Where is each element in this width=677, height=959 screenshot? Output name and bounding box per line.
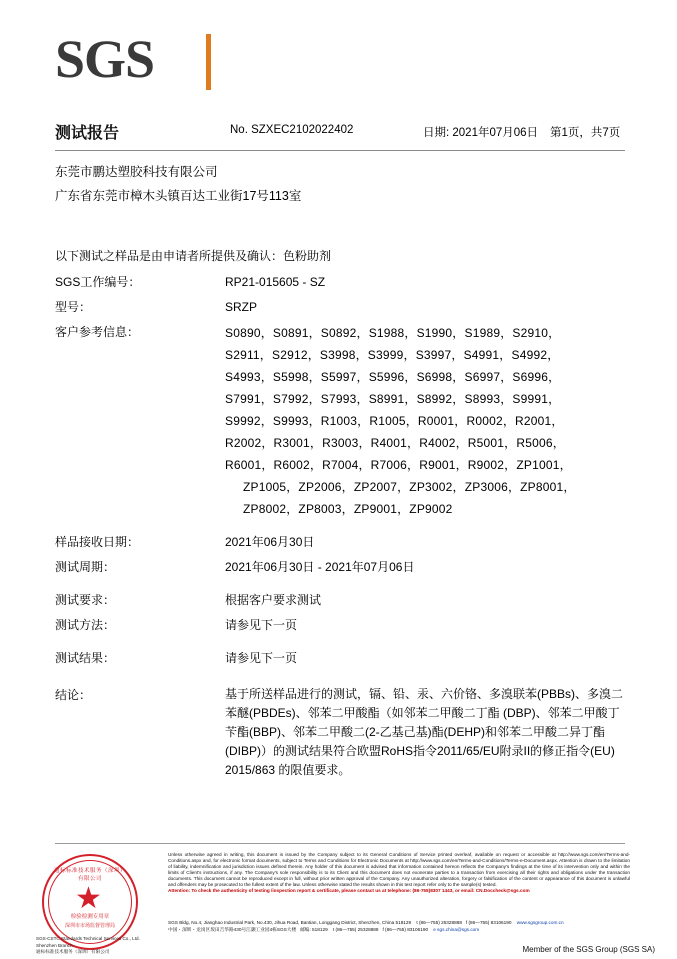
client-block — [55, 160, 301, 208]
page-title: 测试报告 — [55, 125, 120, 142]
footer-email-cn[interactable]: e sgs.china@sgs.com — [433, 927, 480, 933]
client-name: 东莞市鹏达塑胶科技有限公司 — [55, 165, 218, 179]
field-value-customer-ref — [225, 320, 625, 522]
report-date: 日期: 2021年07月06日 — [423, 127, 539, 139]
footer-branch-en: Shenzhen Branch — [36, 942, 73, 948]
field-row-received-date — [55, 530, 625, 555]
field-value-test-period: 2021年06月30日 - 2021年07月06日 — [225, 560, 415, 574]
customer-ref-line: S9992，S9993，R1003，R1005，R0001，R0002，R2001， — [225, 414, 564, 428]
star-icon: ★ — [75, 882, 102, 915]
field-value-test-requirement: 根据客户要求测试 — [225, 593, 322, 607]
customer-ref-line: ZP1005，ZP2006，ZP2007，ZP3002，ZP3006，ZP8001， — [243, 480, 576, 494]
field-value-received-date: 2021年06月30日 — [225, 535, 315, 549]
footer-address-cn-row — [168, 926, 638, 933]
field-value-conclusion: 基于所送样品进行的测试，镉、铅、汞、六价铬、多溴联苯(PBBs)、多溴二苯醚(PBDEs)、邻苯二甲酸酯（如邻苯二甲酸二丁酯 (DBP)、邻苯二甲酸丁苄酯(BBP)、邻苯二甲酸二(2-乙基己基)酯(DEHP)和邻苯二甲酸二异丁酯(DIBP)）的测试结果符合欧盟RoHS指令2011/65/EU附录II的修正指令(EU) 2015/863 的限值要求。 — [225, 687, 624, 777]
field-row-customer-ref — [55, 320, 625, 522]
field-row-test-requirement — [55, 588, 625, 613]
legal-notice — [168, 852, 630, 894]
footer-address-en-row — [168, 919, 638, 926]
client-address: 广东省东莞市樟木头镇百达工业街17号113室 — [55, 189, 302, 203]
spacer — [55, 638, 625, 646]
stamp-mid-text: 检验检测专用章 — [70, 914, 110, 920]
spacer — [55, 580, 625, 588]
customer-ref-line: S0890，S0891，S0892，S1988，S1990，S1989，S2910， — [225, 326, 561, 340]
footer-company-cn: 通标标准技术服务（深圳）有限公司 — [36, 949, 110, 954]
spacer — [55, 522, 625, 530]
page-footer — [0, 848, 677, 959]
field-label-job-no: SGS工作编号： — [55, 275, 141, 289]
spacer — [55, 671, 625, 683]
footer-web[interactable]: www.sgsgroup.com.cn — [516, 920, 564, 925]
customer-ref-line: ZP8002，ZP8003，ZP9001，ZP9002 — [243, 502, 453, 516]
sgs-logo — [55, 29, 205, 94]
footer-member-note: Member of the SGS Group (SGS SA) — [522, 945, 655, 954]
stamp-top-text: 通标标准技术服务（深圳）有限公司 — [53, 868, 126, 882]
footer-address-cn: 中国・深圳・龙岗区坂田吉华路430号江灏工业园4栋SGS大楼 — [168, 927, 297, 933]
footer-divider — [55, 843, 625, 844]
footer-address-block — [168, 919, 638, 933]
field-label-customer-ref: 客户参考信息： — [55, 325, 140, 339]
authenticity-notice: Attention: To check the authenticity of testing /inspection report & certificate, please contact us at telephone: (86-755)8307 1443, or email: CN.Doccheck@sgs.com — [168, 888, 530, 894]
field-label-received-date: 样品接收日期： — [55, 535, 140, 549]
footer-fax-cn: f (86—755) 83106190 — [382, 927, 429, 933]
field-value-model: SRZP — [225, 300, 258, 314]
footer-company-en: SGS-CSTC Standards Technical Services Co., Ltd. — [36, 936, 140, 941]
sgs-logo-text: SGS — [55, 29, 155, 89]
footer-tel-en: t (86—755) 25328888 — [416, 920, 462, 925]
field-row-test-period — [55, 555, 625, 580]
footer-address-en: SGS Bldg, No.4, Jianghao Industrial Park, No.430, Jihua Road, Bantian, Longgang District, Shenzhen, China 518129 — [168, 920, 412, 925]
field-value-test-method: 请参见下一页 — [225, 618, 298, 632]
field-value-test-result: 请参见下一页 — [225, 651, 298, 665]
footer-company-block — [36, 936, 166, 956]
footer-tel-cn: t (86—755) 25328888 — [332, 927, 379, 933]
header-divider — [55, 150, 625, 151]
report-header-row — [55, 120, 625, 146]
footer-fax-en: f (86—755) 83106190 — [465, 920, 512, 925]
customer-ref-line: R2002，R3001，R3003，R4001，R4002，R5001，R5006， — [225, 436, 565, 450]
field-row-job-no — [55, 270, 625, 295]
page-indicator: 第1页，共7页 — [550, 127, 621, 139]
field-row-test-method — [55, 613, 625, 638]
field-row-conclusion — [55, 683, 625, 782]
field-row-test-result — [55, 646, 625, 671]
field-value-job-no: RP21-015605 - SZ — [225, 275, 326, 289]
legal-text: Unless otherwise agreed in writing, this document is issued by the Company subject to its General Conditions of Service printed overleaf, available on request or accessible at http://www.sgs.com/en/Terms-and-Conditions.aspx and, for electronic format documents, subject to Terms and Conditions for Electronic Documents at http://www.sgs.com/en/Terms-and-Conditions/Terms-e-Document.aspx. Attention is drawn to the limitation of liability, indemnification and jurisdiction issues defined therein. Any holder of this document is advised that information contained hereon reflects the Company's findings at the time of its intervention only and within the limits of Client's instructions, if any. The Company's sole responsibility is to its Client and this document does not exonerate parties to a transaction from exercising all their rights and obligations under the transaction documents. This document cannot be reproduced except in full, without prior written approval of the Company. Any unauthorized alteration, forgery or falsification of the content or appearance of this document is unlawful and offenders may be prosecuted to the fullest extent of the law. Unless otherwise stated the results shown in this test report refer only to the sample(s) tested. — [168, 852, 630, 887]
field-label-test-requirement: 测试要求： — [55, 593, 116, 607]
report-number: No. SZXEC2102022402 — [230, 124, 354, 136]
field-list — [55, 270, 625, 782]
customer-ref-line: S4993，S5998，S5997，S5996，S6998，S6997，S6996， — [225, 370, 561, 384]
field-label-test-result: 测试结果： — [55, 651, 116, 665]
customer-ref-line: R6001，R6002，R7004，R7006，R9001，R9002，ZP1001， — [225, 458, 572, 472]
field-label-test-period: 测试周期： — [55, 560, 116, 574]
field-label-test-method: 测试方法： — [55, 618, 116, 632]
field-label-model: 型号： — [55, 300, 92, 314]
sample-statement: 以下测试之样品是由申请者所提供及确认：色粉助剂 — [55, 249, 332, 263]
field-row-model — [55, 295, 625, 320]
stamp-bottom-text: 深圳市市场监督管理局 — [64, 923, 115, 929]
field-label-conclusion: 结论： — [55, 688, 92, 702]
sgs-logo-bar — [206, 34, 211, 90]
customer-ref-line: S2911，S2912，S3998，S3999，S3997，S4991，S4992， — [225, 348, 560, 362]
customer-ref-line: S7991，S7992，S7993，S8991，S8992，S8993，S9991， — [225, 392, 561, 406]
footer-zip-cn: 邮编: 518129 — [300, 927, 328, 933]
